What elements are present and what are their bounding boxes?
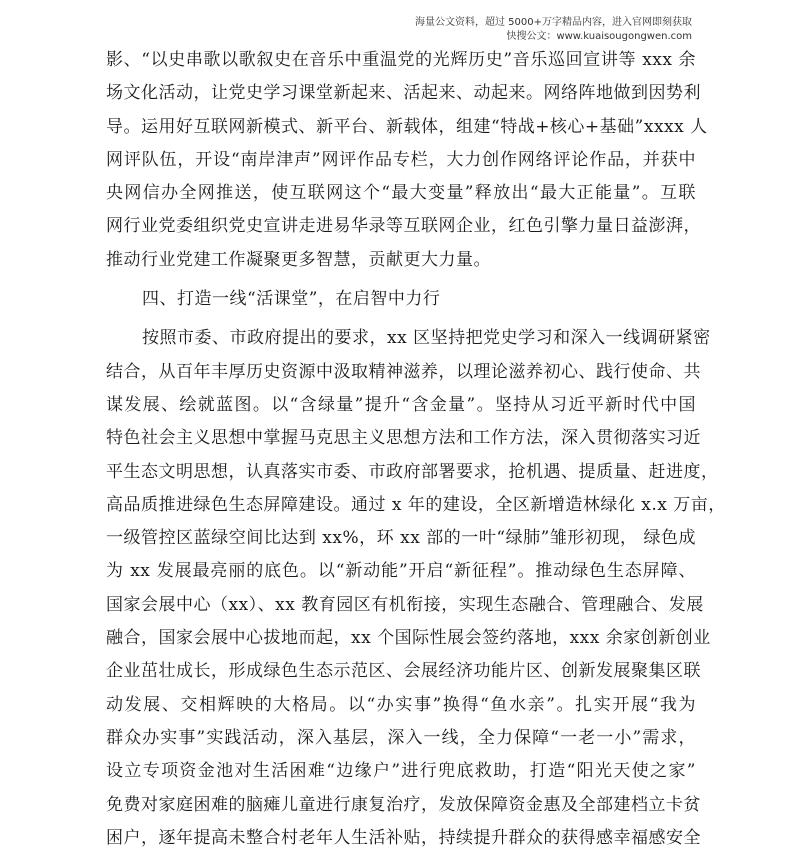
text-line: 特色社会主义思想中掌握马克思主义思想方法和工作方法，深入贯彻落实习近 bbox=[106, 428, 701, 449]
text-line: 融合，国家会展中心拔地而起，xx 个国际性展会签约落地，xxx 余家创新创业 bbox=[106, 628, 711, 649]
text-line: 为 xx 发展最亮丽的底色。以“新动能”开启“新征程”。推动绿色生态屏障、 bbox=[106, 561, 696, 582]
section-heading: 四、打造一线“活课堂”，在启智中力行 bbox=[142, 289, 441, 310]
text-line: 一级管控区蓝绿空间比达到 xx%，环 xx 部的一叶“绿肺”雏形初现， 绿色成 bbox=[106, 528, 696, 549]
text-line: 导。运用好互联网新模式、新平台、新载体，组建“特战+核心+基础”xxxx 人 bbox=[106, 116, 708, 137]
text-line: 平生态文明思想，认真落实市委、市政府部署要求，抢机遇、提质量、赶进度， bbox=[106, 461, 719, 482]
document-body bbox=[106, 44, 726, 855]
text-line: 网评队伍，开设“南岸津声”网评作品专栏，大力创作网络评论作品，并获中 bbox=[106, 149, 696, 170]
text-line: 推动行业党建工作凝聚更多智慧，贡献更大力量。 bbox=[106, 249, 491, 270]
text-line: 设立专项资金池对生活困难“边缘户”进行兜底救助，打造“阳光天使之家” bbox=[106, 761, 696, 782]
text-line: 困户，逐年提高未整合村老年人生活补贴，持续提升群众的获得感幸福感安全 bbox=[106, 827, 701, 848]
text-line: 结合，从百年丰厚历史资源中汲取精神滋养，以理论滋养初心、践行使命、共 bbox=[106, 361, 701, 382]
text-line: 按照市委、市政府提出的要求，xx 区坚持把党史学习和深入一线调研紧密 bbox=[142, 328, 711, 349]
paragraph-1 bbox=[106, 44, 708, 277]
text-line: 央网信办全网推送，使互联网这个“最大变量”释放出“最大正能量”。互联 bbox=[106, 183, 696, 204]
site-header bbox=[415, 16, 692, 44]
header-website: 快搜公文：www.kuaisougongwen.com bbox=[506, 31, 692, 42]
text-line: 场文化活动，让党史学习课堂新起来、活起来、动起来。网络阵地做到因势利 bbox=[106, 83, 701, 104]
text-line: 影、“以史串歌以歌叙史在音乐中重温党的光辉历史”音乐巡回宣讲等 xxx 余 bbox=[106, 50, 696, 70]
text-line: 谋发展、绘就蓝图。以“含绿量”提升“含金量”。坚持从习近平新时代中国 bbox=[106, 394, 696, 415]
text-line: 动发展、交相辉映的大格局。以“办实事”换得“鱼水亲”。扎实开展“我为 bbox=[106, 694, 696, 715]
text-line: 企业茁壮成长，形成绿色生态示范区、会展经济功能片区、创新发展聚集区联 bbox=[106, 661, 701, 682]
text-line: 免费对家庭困难的脑瘫儿童进行康复治疗，发放保障资金惠及全部建档立卡贫 bbox=[106, 794, 701, 815]
header-slogan: 海量公文资料，超过 5000+万字精品内容，进入官网即刻获取 bbox=[414, 17, 692, 28]
text-line: 国家会展中心（xx）、xx 教育园区有机衔接，实现生态融合、管理融合、发展 bbox=[106, 594, 704, 615]
text-line: 网行业党委组织党史宣讲走进易华录等互联网企业，红色引擎力量日益澎湃， bbox=[106, 216, 701, 237]
paragraph-2 bbox=[106, 322, 726, 855]
text-line: 高品质推进绿色生态屏障建设。通过 x 年的建设，全区新增造林绿化 x.x 万亩， bbox=[106, 494, 726, 515]
text-line: 群众办实事”实践活动，深入基层，深入一线，全力保障“一老一小”需求， bbox=[106, 727, 696, 748]
